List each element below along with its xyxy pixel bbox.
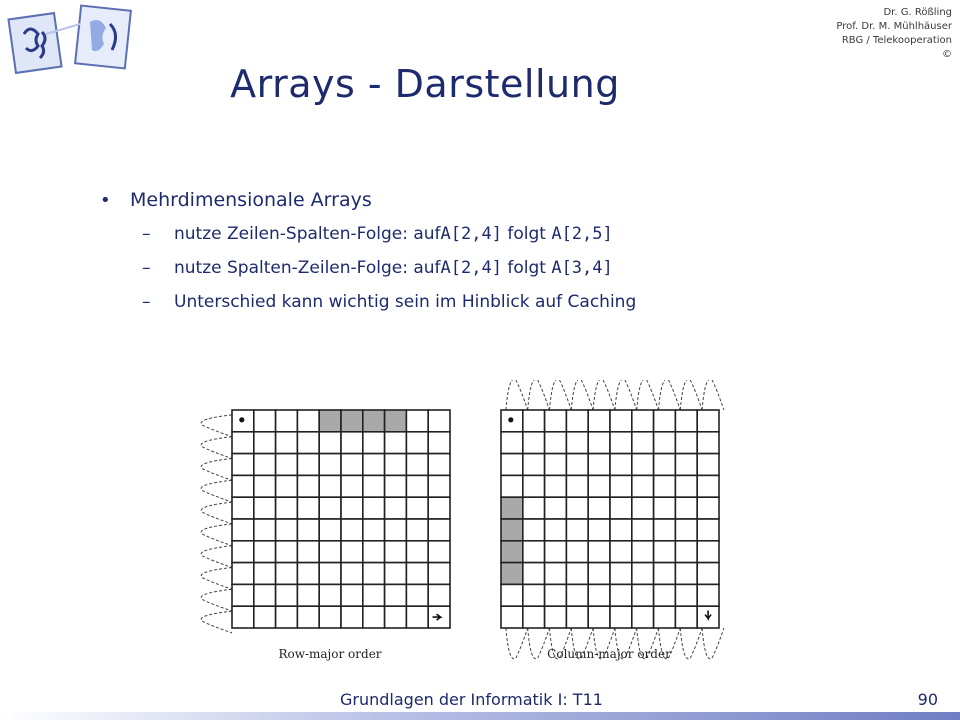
grid-cell: [385, 563, 407, 585]
grid-cell: [363, 584, 385, 606]
grid-cell: [406, 541, 428, 563]
grid-cell: [523, 541, 545, 563]
column-loop: [702, 380, 724, 410]
grid-cell: [341, 541, 363, 563]
grid-cell: [319, 410, 341, 432]
sub-item: [142, 285, 636, 319]
grid-cell: [610, 475, 632, 497]
grid-cell: [406, 454, 428, 476]
row-loop: [201, 589, 232, 611]
grid-cell: [297, 454, 319, 476]
grid-cell: [363, 432, 385, 454]
grid-cell: [254, 454, 276, 476]
row-loop: [201, 611, 232, 633]
grid-cell: [341, 519, 363, 541]
row-loop: [201, 524, 232, 546]
column-loop: [593, 380, 615, 410]
grid-cell: [319, 541, 341, 563]
grid-cell: [697, 519, 719, 541]
grid-cell: [297, 563, 319, 585]
grid-cell: [566, 541, 588, 563]
row-loop: [201, 546, 232, 568]
grid-cell: [254, 541, 276, 563]
grid-cell: [610, 519, 632, 541]
grid-cell: [232, 519, 254, 541]
page-number: 90: [917, 690, 938, 709]
column-loop: [615, 380, 637, 410]
grid-cell: [697, 541, 719, 563]
grid-cell: [610, 410, 632, 432]
grid-cell: [406, 475, 428, 497]
grid-cell: [654, 519, 676, 541]
grid-cell: [675, 519, 697, 541]
grid-cell: [428, 410, 450, 432]
grid-cell: [363, 410, 385, 432]
grid-cell: [501, 519, 523, 541]
grid-cell: [523, 584, 545, 606]
grid-cell: [675, 584, 697, 606]
row-loop: [201, 437, 232, 459]
grid-cell: [566, 519, 588, 541]
column-loop: [528, 380, 550, 410]
grid-cell: [319, 432, 341, 454]
grid-cell: [588, 606, 610, 628]
grid-cell: [501, 584, 523, 606]
sub-item: [142, 217, 636, 251]
grid-cell: [501, 563, 523, 585]
grid-cell: [654, 454, 676, 476]
sub-item-prefix: nutze Spalten-Zeilen-Folge: auf: [174, 258, 441, 278]
grid-cell: [632, 410, 654, 432]
grid-cell: [428, 519, 450, 541]
column-loop: [506, 380, 528, 410]
column-major-caption: Column-major order: [547, 647, 671, 661]
column-loop: [506, 628, 528, 659]
array-order-diagram: [195, 380, 735, 665]
grid-cell: [428, 432, 450, 454]
grid-cell: [523, 497, 545, 519]
grid-cell: [632, 606, 654, 628]
grid-cell: [385, 432, 407, 454]
grid-cell: [654, 432, 676, 454]
grid-cell: [406, 410, 428, 432]
bullet-text: Mehrdimensionale Arrays: [130, 189, 372, 211]
grid-cell: [232, 606, 254, 628]
grid-cell: [697, 584, 719, 606]
grid-cell: [406, 584, 428, 606]
grid-cell: [428, 454, 450, 476]
row-major-caption: Row-major order: [278, 647, 382, 661]
grid-cell: [363, 454, 385, 476]
grid-cell: [276, 584, 298, 606]
grid-cell: [545, 584, 567, 606]
grid-cell: [610, 432, 632, 454]
grid-cell: [428, 563, 450, 585]
grid-cell: [501, 432, 523, 454]
grid-cell: [341, 410, 363, 432]
grid-cell: [297, 475, 319, 497]
grid-cell: [232, 497, 254, 519]
grid-cell: [501, 541, 523, 563]
grid-cell: [632, 541, 654, 563]
grid-cell: [406, 432, 428, 454]
grid-cell: [632, 584, 654, 606]
grid-cell: [319, 563, 341, 585]
grid-cell: [654, 584, 676, 606]
sub-item: [142, 251, 636, 285]
grid-cell: [341, 584, 363, 606]
grid-cell: [654, 541, 676, 563]
grid-cell: [276, 497, 298, 519]
author-line: Dr. G. Rößling: [883, 7, 952, 18]
grid-cell: [610, 454, 632, 476]
grid-cell: [523, 606, 545, 628]
grid-cell: [254, 606, 276, 628]
footer-divider: [0, 712, 960, 720]
grid-cell: [566, 475, 588, 497]
grid-cell: [363, 475, 385, 497]
row-major-grid: [201, 410, 450, 633]
grid-cell: [545, 475, 567, 497]
grid-cell: [385, 497, 407, 519]
grid-cell: [406, 563, 428, 585]
grid-cell: [654, 563, 676, 585]
grid-cell: [319, 519, 341, 541]
grid-cell: [523, 432, 545, 454]
grid-cell: [363, 563, 385, 585]
start-dot: [508, 417, 513, 422]
grid-cell: [675, 497, 697, 519]
row-loop: [201, 502, 232, 524]
grid-cell: [341, 432, 363, 454]
grid-cell: [675, 563, 697, 585]
grid-cell: [654, 475, 676, 497]
start-dot: [239, 417, 244, 422]
grid-cell: [406, 606, 428, 628]
grid-cell: [276, 410, 298, 432]
grid-cell: [232, 563, 254, 585]
grid-cell: [406, 519, 428, 541]
sub-item-mid: folgt: [501, 258, 552, 278]
grid-cell: [588, 519, 610, 541]
column-loop: [680, 380, 702, 410]
slide-content: [100, 183, 636, 319]
grid-cell: [697, 454, 719, 476]
grid-cell: [501, 454, 523, 476]
grid-cell: [232, 475, 254, 497]
dash-icon: –: [142, 258, 151, 278]
grid-cell: [610, 563, 632, 585]
grid-cell: [610, 606, 632, 628]
grid-cell: [545, 410, 567, 432]
column-loop: [637, 380, 659, 410]
grid-cell: [341, 475, 363, 497]
sub-item-code: A[3,4]: [551, 258, 613, 278]
grid-cell: [675, 410, 697, 432]
grid-cell: [545, 454, 567, 476]
grid-cell: [276, 541, 298, 563]
grid-cell: [675, 432, 697, 454]
grid-cell: [610, 584, 632, 606]
grid-cell: [545, 519, 567, 541]
grid-cell: [297, 584, 319, 606]
dash-icon: –: [142, 224, 151, 244]
grid-cell: [545, 563, 567, 585]
grid-cell: [523, 563, 545, 585]
grid-cell: [654, 497, 676, 519]
grid-cell: [297, 519, 319, 541]
grid-cell: [501, 606, 523, 628]
grid-cell: [632, 475, 654, 497]
grid-cell: [428, 475, 450, 497]
column-loop: [680, 628, 702, 659]
grid-cell: [566, 410, 588, 432]
author-info: [836, 6, 952, 62]
grid-cell: [632, 519, 654, 541]
author-line: RBG / Telekooperation: [841, 35, 952, 46]
sub-item-code: A[2,5]: [551, 224, 613, 244]
grid-cell: [545, 497, 567, 519]
grid-cell: [588, 432, 610, 454]
grid-cell: [385, 454, 407, 476]
grid-cell: [588, 563, 610, 585]
grid-cell: [675, 454, 697, 476]
grid-cell: [385, 584, 407, 606]
grid-cell: [566, 584, 588, 606]
column-loop: [702, 628, 724, 659]
column-loop: [550, 380, 572, 410]
copyright-mark: ©: [942, 49, 952, 60]
slide-title: Arrays - Darstellung: [230, 62, 620, 106]
grid-cell: [697, 497, 719, 519]
grid-cell: [297, 432, 319, 454]
grid-cell: [232, 432, 254, 454]
grid-cell: [523, 410, 545, 432]
sub-item-code: A[2,4]: [440, 224, 502, 244]
grid-cell: [566, 563, 588, 585]
grid-cell: [632, 563, 654, 585]
grid-cell: [254, 497, 276, 519]
grid-cell: [385, 606, 407, 628]
grid-cell: [319, 584, 341, 606]
grid-cell: [276, 432, 298, 454]
grid-cell: [632, 497, 654, 519]
grid-cell: [610, 497, 632, 519]
grid-cell: [319, 606, 341, 628]
grid-cell: [276, 606, 298, 628]
bullet-icon: •: [100, 189, 111, 211]
grid-cell: [385, 475, 407, 497]
grid-cell: [545, 541, 567, 563]
grid-cell: [697, 563, 719, 585]
grid-cell: [588, 497, 610, 519]
column-major-grid: [501, 380, 724, 659]
grid-cell: [632, 454, 654, 476]
grid-cell: [588, 410, 610, 432]
course-name: Grundlagen der Informatik I: T11: [340, 690, 603, 709]
grid-cell: [385, 519, 407, 541]
sub-item-code: A[2,4]: [440, 258, 502, 278]
grid-cell: [276, 454, 298, 476]
grid-cell: [319, 475, 341, 497]
grid-cell: [276, 475, 298, 497]
grid-cell: [341, 497, 363, 519]
row-loop: [201, 480, 232, 502]
array-order-figure: [195, 380, 735, 665]
column-loop: [659, 380, 681, 410]
grid-cell: [254, 475, 276, 497]
dash-icon: –: [142, 292, 151, 312]
grid-cell: [385, 541, 407, 563]
row-loop: [201, 568, 232, 590]
grid-cell: [254, 519, 276, 541]
grid-cell: [341, 563, 363, 585]
grid-cell: [588, 475, 610, 497]
grid-cell: [566, 454, 588, 476]
grid-cell: [341, 606, 363, 628]
column-loop: [571, 380, 593, 410]
grid-cell: [297, 541, 319, 563]
grid-cell: [523, 475, 545, 497]
grid-cell: [697, 432, 719, 454]
grid-cell: [232, 584, 254, 606]
grid-cell: [675, 541, 697, 563]
grid-cell: [297, 606, 319, 628]
grid-cell: [232, 454, 254, 476]
grid-cell: [501, 497, 523, 519]
grid-cell: [297, 410, 319, 432]
sub-item-prefix: Unterschied kann wichtig sein im Hinblick auf Caching: [174, 292, 637, 312]
grid-cell: [363, 519, 385, 541]
grid-cell: [545, 432, 567, 454]
grid-cell: [654, 410, 676, 432]
grid-cell: [697, 475, 719, 497]
grid-cell: [341, 454, 363, 476]
grid-cell: [588, 584, 610, 606]
grid-cell: [428, 584, 450, 606]
grid-cell: [632, 432, 654, 454]
grid-cell: [610, 541, 632, 563]
grid-cell: [319, 497, 341, 519]
grid-cell: [523, 519, 545, 541]
row-loop: [201, 459, 232, 481]
grid-cell: [276, 519, 298, 541]
grid-cell: [675, 475, 697, 497]
grid-cell: [276, 563, 298, 585]
grid-cell: [523, 454, 545, 476]
grid-cell: [428, 497, 450, 519]
grid-cell: [363, 497, 385, 519]
grid-cell: [588, 541, 610, 563]
grid-cell: [363, 541, 385, 563]
grid-cell: [385, 410, 407, 432]
grid-cell: [254, 432, 276, 454]
grid-cell: [254, 584, 276, 606]
grid-cell: [588, 454, 610, 476]
grid-cell: [232, 541, 254, 563]
grid-cell: [406, 497, 428, 519]
grid-cell: [428, 541, 450, 563]
grid-cell: [545, 606, 567, 628]
grid-cell: [566, 432, 588, 454]
grid-cell: [254, 563, 276, 585]
sub-item-prefix: nutze Zeilen-Spalten-Folge: auf: [174, 224, 441, 244]
author-line: Prof. Dr. M. Mühlhäuser: [836, 21, 952, 32]
grid-cell: [566, 606, 588, 628]
grid-cell: [501, 475, 523, 497]
grid-cell: [566, 497, 588, 519]
grid-cell: [319, 454, 341, 476]
grid-cell: [363, 606, 385, 628]
grid-cell: [254, 410, 276, 432]
row-loop: [201, 415, 232, 437]
grid-cell: [697, 410, 719, 432]
grid-cell: [654, 606, 676, 628]
sub-item-mid: folgt: [501, 224, 552, 244]
grid-cell: [297, 497, 319, 519]
grid-cell: [675, 606, 697, 628]
bullet-item: [100, 183, 636, 217]
